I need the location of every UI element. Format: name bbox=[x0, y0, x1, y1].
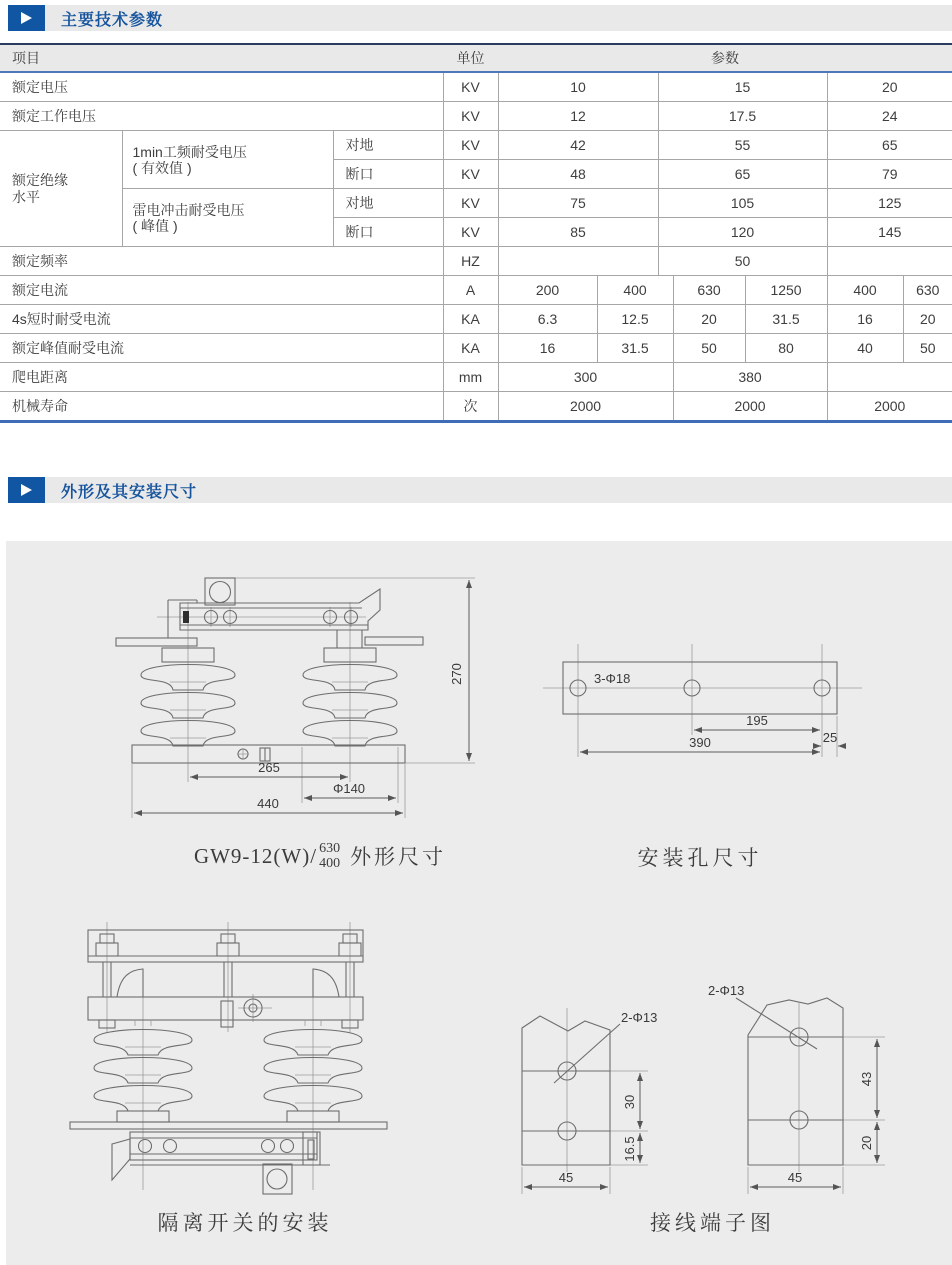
caption-installation: 隔离开关的安装 bbox=[157, 1211, 333, 1235]
right-plate bbox=[748, 998, 843, 1165]
row-label: 额定电流 bbox=[0, 276, 443, 305]
header-row bbox=[0, 45, 952, 72]
value-cell: 40 bbox=[827, 334, 903, 363]
dim-dia-140: Φ140 bbox=[332, 781, 366, 796]
triangle-glyph bbox=[21, 484, 32, 496]
value-cell: 50 bbox=[658, 247, 827, 276]
play-icon bbox=[8, 477, 45, 503]
value-cell: 380 bbox=[673, 363, 827, 392]
left-horn-bracket bbox=[117, 969, 143, 997]
value-cell: 20 bbox=[903, 305, 952, 334]
row-short-time-current bbox=[0, 305, 952, 334]
value-cell: 6.3 bbox=[498, 305, 597, 334]
value-cell: 80 bbox=[745, 334, 827, 363]
insulation-impulse-label bbox=[122, 189, 333, 247]
dim-45-left: 45 bbox=[558, 1170, 574, 1185]
row-label: 额定峰值耐受电流 bbox=[0, 334, 443, 363]
insulation-group-label-text: 额定绝缘水平 bbox=[12, 171, 68, 205]
hole-label-3phi18: 3-Φ18 bbox=[594, 671, 631, 686]
value-cell: 125 bbox=[827, 189, 952, 218]
params-table-wrap bbox=[0, 43, 952, 423]
row-label: 对地 bbox=[333, 131, 443, 160]
hole-label-2phi13-left: 2-Φ13 bbox=[621, 1010, 658, 1025]
hole-label-2phi13-right: 2-Φ13 bbox=[708, 983, 745, 998]
insulation-impulse-line2: ( 峰值 ) bbox=[132, 217, 178, 234]
value-cell: 31.5 bbox=[597, 334, 673, 363]
row-rated-frequency bbox=[0, 247, 952, 276]
value-cell: 65 bbox=[658, 160, 827, 189]
section-header-bar bbox=[45, 477, 952, 503]
unit-cell: KV bbox=[443, 218, 498, 247]
left-plate bbox=[522, 1016, 610, 1165]
value-cell: 105 bbox=[658, 189, 827, 218]
value-cell: 24 bbox=[827, 102, 952, 131]
value-cell: 42 bbox=[498, 131, 658, 160]
value-cell: 15 bbox=[658, 72, 827, 102]
section-header-bar bbox=[45, 5, 952, 31]
row-label: 额定频率 bbox=[0, 247, 443, 276]
unit-cell: KV bbox=[443, 131, 498, 160]
unit-cell: 次 bbox=[443, 392, 498, 421]
value-cell: 75 bbox=[498, 189, 658, 218]
value-cell-empty bbox=[498, 247, 658, 276]
caption-fraction-den: 400 bbox=[319, 856, 341, 871]
unit-cell: KV bbox=[443, 102, 498, 131]
dim-16-5: 16.5 bbox=[622, 1136, 637, 1162]
row-label: 机械寿命 bbox=[0, 392, 443, 421]
terminal-plates bbox=[522, 998, 843, 1165]
value-cell: 31.5 bbox=[745, 305, 827, 334]
insulation-impulse-line1: 雷电冲击耐受电压 bbox=[132, 201, 245, 218]
value-cell: 630 bbox=[903, 276, 952, 305]
value-cell: 48 bbox=[498, 160, 658, 189]
value-cell: 2000 bbox=[827, 392, 952, 421]
triangle-glyph bbox=[21, 12, 32, 24]
insulation-pf-label bbox=[122, 131, 333, 189]
terminal-plate bbox=[70, 1122, 387, 1129]
value-cell: 50 bbox=[673, 334, 745, 363]
caption-outline bbox=[120, 836, 520, 876]
dimension-lines bbox=[580, 730, 846, 752]
row-label: 爬电距离 bbox=[0, 363, 443, 392]
row-peak-current bbox=[0, 334, 952, 363]
value-cell: 2000 bbox=[673, 392, 827, 421]
value-cell: 400 bbox=[597, 276, 673, 305]
play-icon bbox=[8, 5, 45, 31]
value-cell: 2000 bbox=[498, 392, 673, 421]
value-cell: 630 bbox=[673, 276, 745, 305]
insulation-group-label bbox=[0, 131, 122, 247]
insulation-pf-line1: 1min工频耐受电压 bbox=[132, 143, 247, 160]
mounting-plate bbox=[88, 930, 363, 962]
unit-cell: KV bbox=[443, 189, 498, 218]
installed-switch bbox=[70, 930, 387, 1194]
value-cell: 65 bbox=[827, 131, 952, 160]
value-cell: 12 bbox=[498, 102, 658, 131]
row-insulation-pf-ground bbox=[0, 131, 952, 160]
caption-fraction bbox=[319, 841, 340, 871]
value-cell: 20 bbox=[827, 72, 952, 102]
right-horn-bracket bbox=[313, 969, 339, 997]
row-label: 额定电压 bbox=[0, 72, 443, 102]
section-title: 主要技术参数 bbox=[61, 11, 164, 29]
col-header-item: 项目 bbox=[0, 45, 443, 72]
row-label: 4s短时耐受电流 bbox=[0, 305, 443, 334]
value-cell: 16 bbox=[498, 334, 597, 363]
row-label: 对地 bbox=[333, 189, 443, 218]
bar-end-block bbox=[183, 611, 189, 623]
value-cell-empty bbox=[827, 363, 952, 392]
dim-43: 43 bbox=[859, 1071, 874, 1087]
caption-fraction-num: 630 bbox=[319, 841, 341, 856]
value-cell: 79 bbox=[827, 160, 952, 189]
value-cell: 20 bbox=[673, 305, 745, 334]
dim-span-265: 265 bbox=[258, 760, 280, 775]
dim-390: 390 bbox=[689, 735, 711, 750]
row-mechanical-life bbox=[0, 392, 952, 421]
value-cell: 12.5 bbox=[597, 305, 673, 334]
unit-cell: HZ bbox=[443, 247, 498, 276]
value-cell: 16 bbox=[827, 305, 903, 334]
caption-suffix: 外形尺寸 bbox=[350, 845, 447, 869]
right-terminal-plate bbox=[365, 637, 423, 645]
dim-45-right: 45 bbox=[787, 1170, 803, 1185]
row-label: 额定工作电压 bbox=[0, 102, 443, 131]
caption-mounting-holes: 安装孔尺寸 bbox=[637, 846, 763, 870]
value-cell: 120 bbox=[658, 218, 827, 247]
unit-cell: KV bbox=[443, 72, 498, 102]
unit-cell: A bbox=[443, 276, 498, 305]
mounting-holes-drawing bbox=[530, 620, 952, 780]
unit-cell: KA bbox=[443, 305, 498, 334]
insulation-pf-line2: ( 有效值 ) bbox=[132, 159, 192, 176]
bottom-arm bbox=[130, 1132, 317, 1160]
bottom-box-hole bbox=[267, 1169, 287, 1189]
row-insulation-impulse-ground bbox=[0, 189, 952, 218]
dim-height-270: 270 bbox=[449, 663, 464, 685]
row-rated-voltage bbox=[0, 72, 952, 102]
value-cell: 300 bbox=[498, 363, 673, 392]
value-cell: 1250 bbox=[745, 276, 827, 305]
row-rated-working-voltage bbox=[0, 102, 952, 131]
value-cell: 145 bbox=[827, 218, 952, 247]
installation-drawing bbox=[40, 892, 470, 1202]
row-creepage-distance bbox=[0, 363, 952, 392]
dim-30: 30 bbox=[622, 1094, 637, 1110]
col-header-unit: 单位 bbox=[443, 45, 498, 72]
terminals-drawing bbox=[490, 950, 952, 1200]
row-label: 断口 bbox=[333, 160, 443, 189]
section-header-dimensions bbox=[8, 477, 952, 503]
value-cell-empty bbox=[827, 247, 952, 276]
center-tab bbox=[221, 1001, 233, 1027]
caption-terminals: 接线端子图 bbox=[650, 1211, 775, 1235]
top-box-hole bbox=[210, 582, 231, 603]
row-label: 断口 bbox=[333, 218, 443, 247]
value-cell: 17.5 bbox=[658, 102, 827, 131]
col-header-param: 参数 bbox=[498, 45, 952, 72]
unit-cell: KV bbox=[443, 160, 498, 189]
row-rated-current bbox=[0, 276, 952, 305]
value-cell: 400 bbox=[827, 276, 903, 305]
left-bracket bbox=[168, 600, 197, 638]
dim-25: 25 bbox=[822, 730, 838, 745]
outline-drawing bbox=[116, 556, 526, 846]
unit-cell: KA bbox=[443, 334, 498, 363]
dim-20: 20 bbox=[859, 1135, 874, 1151]
value-cell: 50 bbox=[903, 334, 952, 363]
value-cell: 55 bbox=[658, 131, 827, 160]
dim-195: 195 bbox=[746, 713, 768, 728]
left-terminal-plate bbox=[116, 638, 197, 646]
params-table bbox=[0, 45, 952, 420]
switch-body bbox=[116, 578, 423, 763]
value-cell: 200 bbox=[498, 276, 597, 305]
caption-model: GW9-12(W)/ bbox=[193, 843, 318, 868]
bolts bbox=[96, 934, 361, 1028]
left-wedge bbox=[112, 1139, 130, 1180]
dim-width-440: 440 bbox=[257, 796, 279, 811]
value-cell: 85 bbox=[498, 218, 658, 247]
section-header-main-params bbox=[8, 5, 952, 31]
value-cell: 10 bbox=[498, 72, 658, 102]
unit-cell: mm bbox=[443, 363, 498, 392]
section-title: 外形及其安装尺寸 bbox=[61, 483, 198, 501]
